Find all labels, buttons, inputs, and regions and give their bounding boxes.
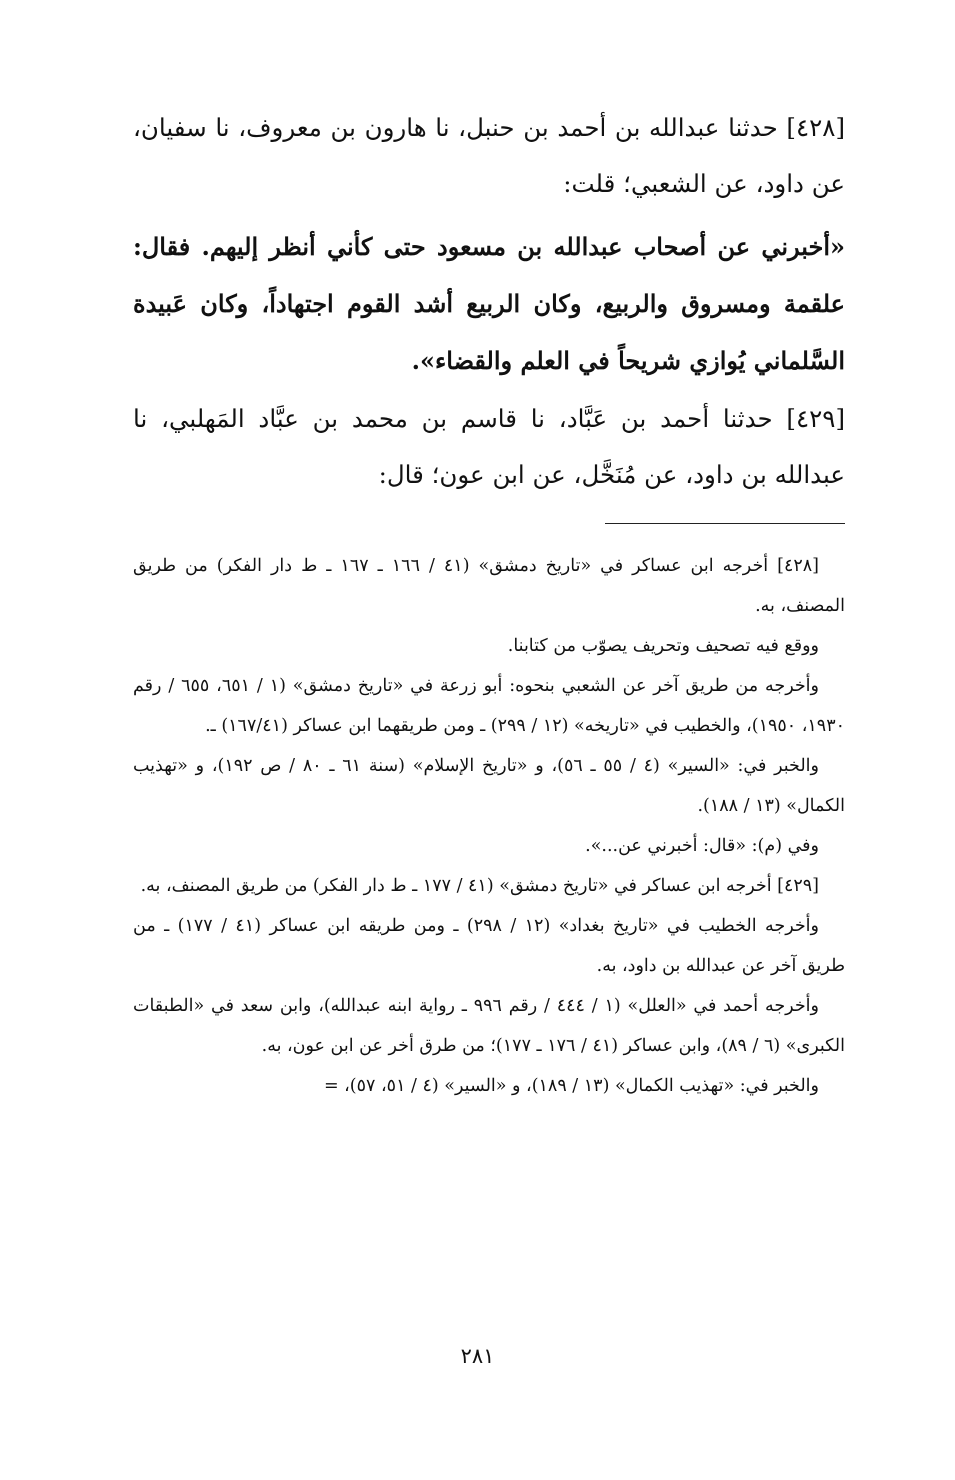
page-body xyxy=(133,100,845,1106)
footnotes xyxy=(133,546,845,1106)
hadith-429: [٤٢٩] حدثنا أحمد بن عَبَّاد، نا قاسم بن محمد بن عبَّاد المَهلبي، نا عبدالله بن داود، عن مُنَخَّل، عن ابن عون؛ قال: xyxy=(133,404,845,489)
page-number: ٢٨١ xyxy=(460,1344,495,1368)
footnote: [٤٢٨] أخرجه ابن عساكر في «تاريخ دمشق» (٤١ / ١٦٦ ـ ١٦٧ ـ ط دار الفكر) من طريق المصنف، به. xyxy=(133,556,845,616)
footnote: وأخرجه الخطيب في «تاريخ بغداد» (١٢ / ٢٩٨) ـ ومن طريقه ابن عساكر (٤١ / ١٧٧) ـ من طريق آخر عن عبدالله بن داود، به. xyxy=(133,916,845,976)
hadith-428-quote: «أخبرني عن أصحاب عبدالله بن مسعود حتى كأني أنظر إليهم. فقال: علقمة ومسروق والربيع، وكان الربيع أشد القوم اجتهاداً، وكان عَبيدة السَّلماني يُوازي شريحاً في العلم والقضاء». xyxy=(133,232,845,375)
footnote: والخبر في: «السير» (٤ / ٥٥ ـ ٥٦)، و «تاريخ الإسلام» (سنة ٦١ ـ ٨٠ / ص ١٩٢)، و «تهذيب الكمال» (١٣ / ١٨٨). xyxy=(133,756,845,816)
footnote: وأخرجه أحمد في «العلل» (١ / ٤٤٤ / رقم ٩٩٦ ـ رواية ابنه عبدالله)، وابن سعد في «الطبقات الكبرى» (٦ / ٨٩)، وابن عساكر (٤١ / ١٧٦ ـ ١٧٧)؛ من طرق أخر عن ابن عون، به. xyxy=(133,996,845,1056)
main-text xyxy=(133,100,845,503)
footnote-separator xyxy=(605,523,845,524)
footnote: ووقع فيه تصحيف وتحريف يصوّب من كتابنا. xyxy=(507,636,819,656)
footnote: والخبر في: «تهذيب الكمال» (١٣ / ١٨٩)، و «السير» (٤ / ٥١، ٥٧)، = xyxy=(323,1076,819,1096)
footnote: وأخرجه من طريق آخر عن الشعبي بنحوه: أبو زرعة في «تاريخ دمشق» (١ / ٦٥١، ٦٥٥ / رقم ١٩٣٠، ١٩٥٠)، والخطيب في «تاريخه» (١٢ / ٢٩٩) ـ ومن طريقهما ابن عساكر (١٦٧/٤١) ـ. xyxy=(133,676,845,736)
footnote: وفي (م): «قال: أخبرني عن...». xyxy=(585,836,819,856)
footnote: [٤٢٩] أخرجه ابن عساكر في «تاريخ دمشق» (٤١ / ١٧٧ ـ ط دار الفكر) من طريق المصنف، به. xyxy=(140,876,819,896)
hadith-428: [٤٢٨] حدثنا عبدالله بن أحمد بن حنبل، نا هارون بن معروف، نا سفيان، عن داود، عن الشعبي؛ قلت: xyxy=(133,113,845,198)
